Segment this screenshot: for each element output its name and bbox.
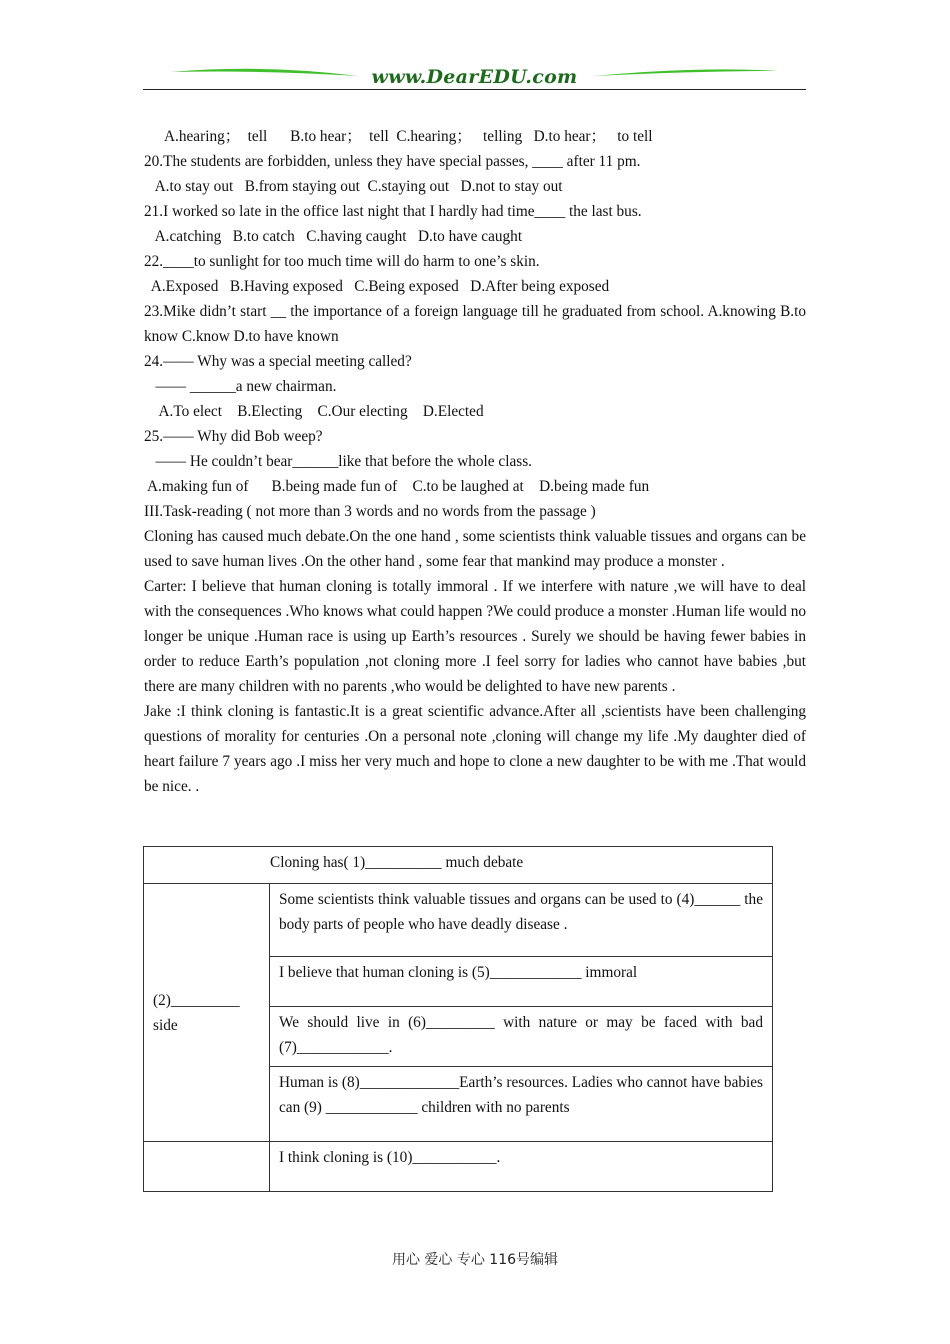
q20-options: A.to stay out B.from staying out C.staying out D.not to stay out bbox=[144, 178, 563, 195]
table-row: Some scientists think valuable tissues and organs can be used to (4)______ the body parts of people who have deadly disease . bbox=[270, 884, 773, 957]
q24-stem: 24.—— Why was a special meeting called? bbox=[144, 353, 412, 370]
table-empty-cell bbox=[144, 1142, 270, 1192]
q22-stem: 22.____to sunlight for too much time will do harm to one’s skin. bbox=[144, 253, 540, 270]
passage-paragraph: Cloning has caused much debate.On the one hand , some scientists think valuable tissues and organs can be used to save human lives .On the other hand , some fear that mankind may produce a monster . bbox=[144, 528, 806, 570]
page-footer: 用心 爱心 专心 116号编辑 bbox=[391, 1252, 559, 1268]
q24-options: A.To elect B.Electing C.Our electing D.Elected bbox=[144, 403, 484, 420]
q19-options: A.hearing； tell B.to hear； tell C.hearing； telling D.to hear； to tell bbox=[164, 128, 653, 145]
task-table bbox=[143, 846, 773, 1192]
page-header bbox=[143, 62, 806, 92]
section-heading: III.Task-reading ( not more than 3 words and no words from the passage ) bbox=[144, 503, 596, 520]
table-row: I believe that human cloning is (5)____________ immoral bbox=[270, 957, 773, 1007]
table-row: We should live in (6)_________ with nature or may be faced with bad (7)____________. bbox=[270, 1007, 773, 1067]
table-row: Human is (8)_____________Earth’s resources. Ladies who cannot have babies can (9) ____________ children with no parents bbox=[270, 1067, 773, 1142]
site-logo: www.DearEDU.com bbox=[371, 66, 578, 88]
q22-options: A.Exposed B.Having exposed C.Being exposed D.After being exposed bbox=[144, 278, 610, 295]
table-row: I think cloning is (10)___________. bbox=[270, 1142, 773, 1192]
q21-stem: 21.I worked so late in the office last night that I hardly had time____ the last bus. bbox=[144, 203, 642, 220]
header-rule bbox=[143, 89, 806, 90]
q24-answer: —— ______a new chairman. bbox=[144, 378, 337, 395]
q25-stem: 25.—— Why did Bob weep? bbox=[144, 428, 323, 445]
document-body bbox=[144, 124, 806, 799]
q23-stem: 23.Mike didn’t start __ the importance of a foreign language till he graduated from school. A.knowing B.to know C.know D.to have known bbox=[144, 303, 806, 345]
table-title-cell bbox=[144, 847, 773, 884]
table-title: Cloning has( 1)__________ much debate bbox=[270, 854, 524, 871]
table-side-label: (2)_________ side bbox=[153, 991, 240, 1034]
passage-paragraph: Jake :I think cloning is fantastic.It is a great scientific advance.After all ,scientists have been challenging questions of morality for centuries .On a personal note ,cloning will change my life .My daughter died of heart failure 7 years ago .I miss her very much and hope to clone a new daughter to be with me .That would be nice. . bbox=[144, 703, 806, 795]
q21-options: A.catching B.to catch C.having caught D.to have caught bbox=[144, 228, 523, 245]
table-side-cell bbox=[144, 884, 270, 1142]
q25-options: A.making fun of B.being made fun of C.to be laughed at D.being made fun bbox=[144, 478, 650, 495]
q20-stem: 20.The students are forbidden, unless they have special passes, ____ after 11 pm. bbox=[144, 153, 641, 170]
passage-paragraph: Carter: I believe that human cloning is totally immoral . If we interfere with nature ,we will have to deal with the consequences .Who knows what could happen ?We could produce a monster .Human life would no longer be unique .Human race is using up Earth’s resources . Surely we should be having fewer babies in order to reduce Earth’s population ,not cloning more .I feel sorry for ladies who cannot have babies ,but there are many children with no parents ,who would be delighted to have new parents . bbox=[144, 578, 806, 695]
q25-answer: —— He couldn’t bear______like that before the whole class. bbox=[144, 453, 532, 470]
